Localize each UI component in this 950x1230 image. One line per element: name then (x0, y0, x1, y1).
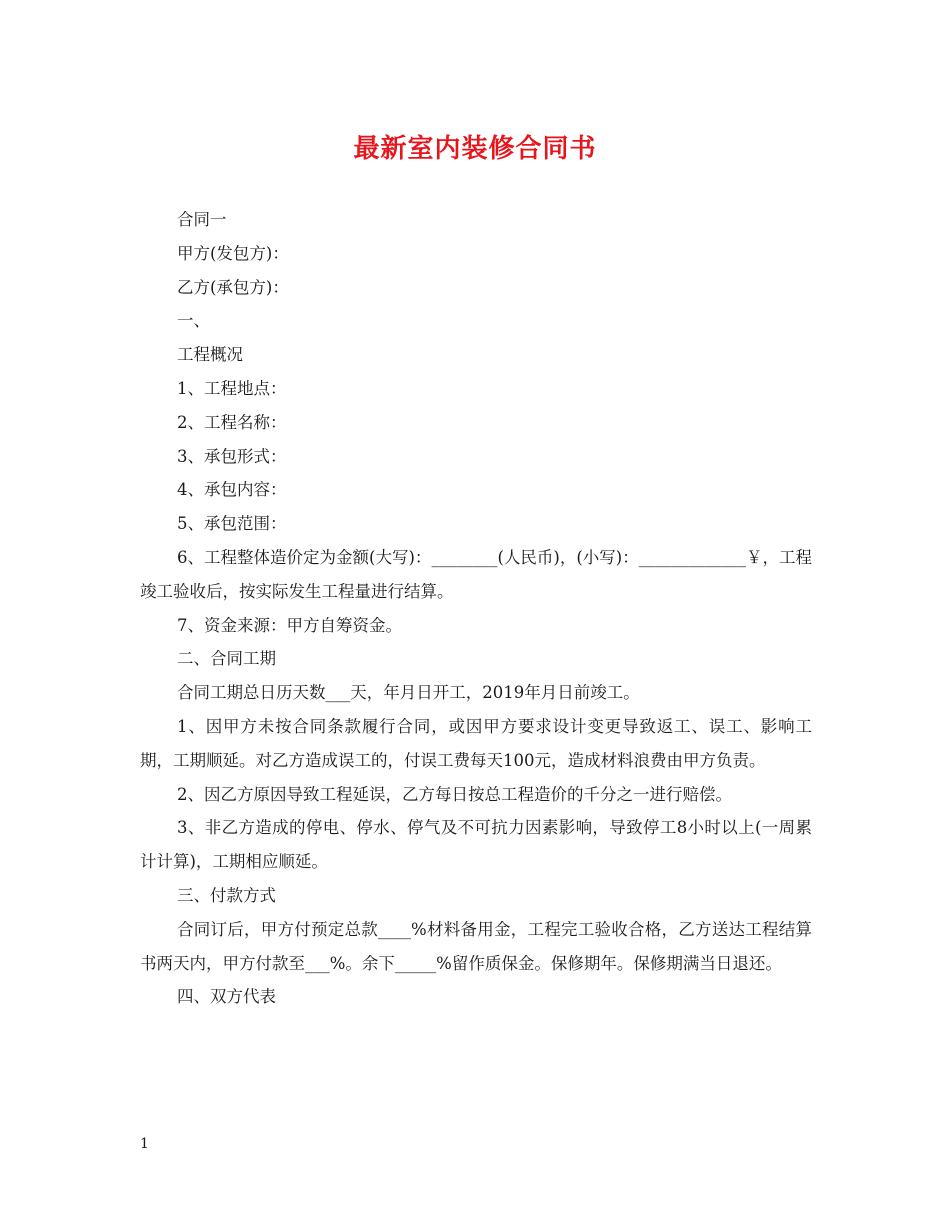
paragraph-contract-label: 合同一 (177, 210, 227, 229)
paragraph-contract-scope: 5、承包范围： (177, 514, 287, 534)
paragraph-project-location: 1、工程地点： (177, 378, 287, 398)
paragraph-delay-party-b: 2、因乙方原因导致工程延误，乙方每日按总工程造价的千分之一进行赔偿。 (177, 784, 732, 804)
paragraph-section-three-heading: 三、付款方式 (177, 885, 276, 905)
page-number: 1 (140, 1136, 149, 1152)
paragraph-total-price: 6、工程整体造价定为金额(大写)：________(人民币)，(小写)：_____________￥，工程竣工验收后，按实际发生工程量进行结算。 (140, 547, 812, 601)
paragraph-section-one-number: 一、 (177, 311, 210, 331)
paragraph-party-b: 乙方(承包方)： (177, 277, 289, 297)
document-title: 最新室内装修合同书 (353, 134, 597, 164)
paragraph-contract-content: 4、承包内容： (177, 480, 287, 500)
document-body (140, 203, 812, 1014)
paragraph-project-overview: 工程概况 (177, 345, 243, 365)
paragraph-delay-party-a: 1、因甲方未按合同条款履行合同，或因甲方要求设计变更导致返工、误工、影响工期，工期顺延。对乙方造成误工的，付误工费每天100元，造成材料浪费由甲方负责。 (140, 716, 812, 770)
paragraph-payment-terms: 合同订后，甲方付预定总款____%材料备用金，工程完工验收合格，乙方送达工程结算书两天内，甲方付款至___%。余下_____%留作质保金。保修期年。保修期满当日退还。 (140, 919, 812, 973)
paragraph-section-two-heading: 二、合同工期 (177, 649, 276, 669)
paragraph-party-a: 甲方(发包方)： (177, 243, 289, 263)
paragraph-total-duration: 合同工期总日历天数___天，年月日开工，2019年月日前竣工。 (177, 683, 640, 703)
paragraph-project-name: 2、工程名称： (177, 412, 287, 432)
paragraph-section-four-heading: 四、双方代表 (177, 987, 276, 1007)
paragraph-force-majeure: 3、非乙方造成的停电、停水、停气及不可抗力因素影响，导致停工8小时以上(一周累计计算)，工期相应顺延。 (140, 818, 812, 872)
paragraph-funding-source: 7、资金来源：甲方自筹资金。 (177, 615, 402, 635)
paragraph-contract-form: 3、承包形式： (177, 446, 287, 466)
